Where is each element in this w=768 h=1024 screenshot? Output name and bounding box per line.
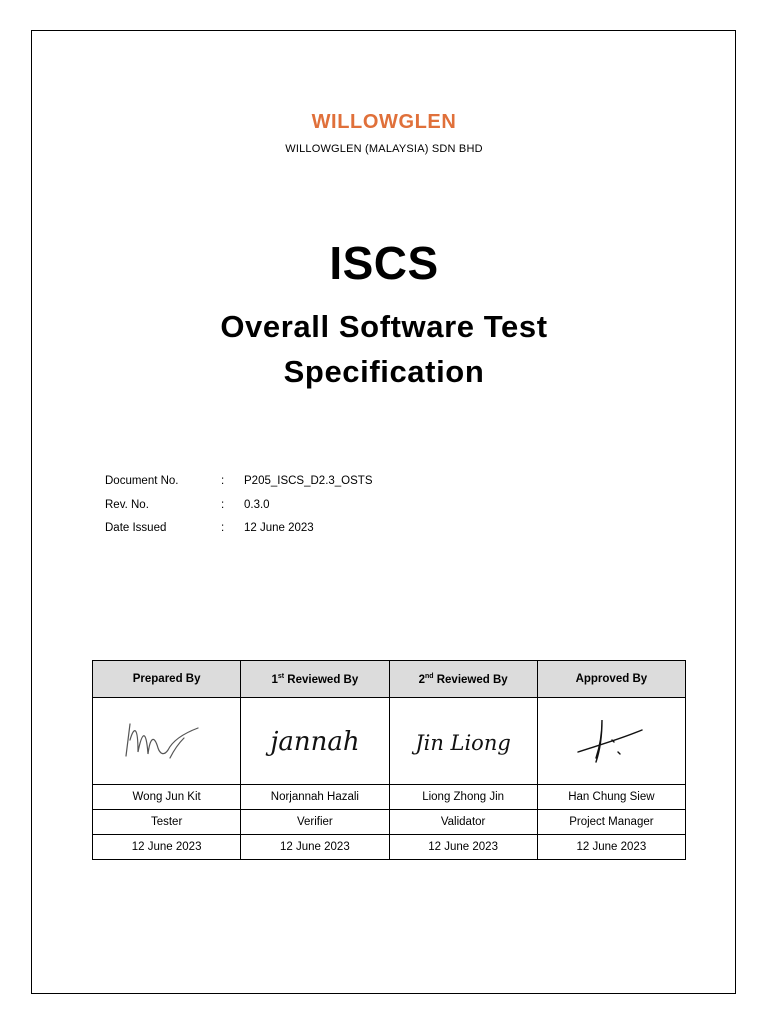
signature-approver bbox=[537, 698, 685, 785]
roles-row bbox=[93, 810, 686, 835]
info-label: Date Issued bbox=[105, 522, 167, 534]
role-first-reviewer: Verifier bbox=[241, 810, 389, 835]
info-label: Rev. No. bbox=[105, 498, 149, 511]
company-logo: WILLOWGLEN bbox=[311, 111, 457, 133]
signature-first-reviewer bbox=[241, 698, 389, 785]
role-prepared: Tester bbox=[93, 810, 241, 835]
header-first-reviewed-by: 1st Reviewed By bbox=[241, 661, 389, 698]
info-value: 0.3.0 bbox=[244, 498, 270, 511]
signature-prepared bbox=[93, 698, 241, 785]
info-value: 12 June 2023 bbox=[244, 522, 314, 534]
date-prepared: 12 June 2023 bbox=[93, 835, 241, 860]
dates-row bbox=[93, 835, 686, 860]
info-label: Document No. bbox=[105, 475, 179, 487]
date-approver: 12 June 2023 bbox=[537, 835, 685, 860]
signature-jin-liong-icon bbox=[393, 706, 533, 776]
header-second-reviewed-by: 2nd Reviewed By bbox=[389, 661, 537, 698]
signoff-table bbox=[92, 660, 686, 860]
info-separator: : bbox=[221, 498, 225, 511]
name-prepared: Wong Jun Kit bbox=[93, 785, 241, 810]
signature-jannah-icon bbox=[245, 706, 385, 776]
names-row bbox=[93, 785, 686, 810]
name-approver: Han Chung Siew bbox=[537, 785, 685, 810]
name-first-reviewer: Norjannah Hazali bbox=[241, 785, 389, 810]
info-separator: : bbox=[221, 522, 225, 534]
role-second-reviewer: Validator bbox=[389, 810, 537, 835]
document-title: ISCS bbox=[329, 237, 439, 289]
header-approved-by: Approved By bbox=[537, 661, 685, 698]
info-separator: : bbox=[221, 475, 225, 487]
signature-scribble-icon bbox=[112, 706, 222, 776]
info-value: P205_ISCS_D2.3_OSTS bbox=[244, 475, 373, 487]
date-first-reviewer: 12 June 2023 bbox=[241, 835, 389, 860]
subtitle-line-2: Specification bbox=[283, 354, 485, 389]
name-second-reviewer: Liong Zhong Jin bbox=[389, 785, 537, 810]
signature-second-reviewer bbox=[389, 698, 537, 785]
date-second-reviewer: 12 June 2023 bbox=[389, 835, 537, 860]
svg-text:Jin Liong: Jin Liong bbox=[415, 731, 511, 755]
subtitle-line-1: Overall Software Test bbox=[220, 309, 548, 344]
signature-row bbox=[93, 698, 686, 785]
document-subtitle bbox=[0, 304, 768, 394]
signature-mark-icon bbox=[556, 706, 666, 776]
svg-text:jannah: jannah bbox=[270, 727, 360, 757]
header-prepared-by: Prepared By bbox=[93, 661, 241, 698]
role-approver: Project Manager bbox=[537, 810, 685, 835]
signoff-header-row bbox=[93, 661, 686, 698]
company-name: WILLOWGLEN (MALAYSIA) SDN BHD bbox=[285, 143, 483, 155]
